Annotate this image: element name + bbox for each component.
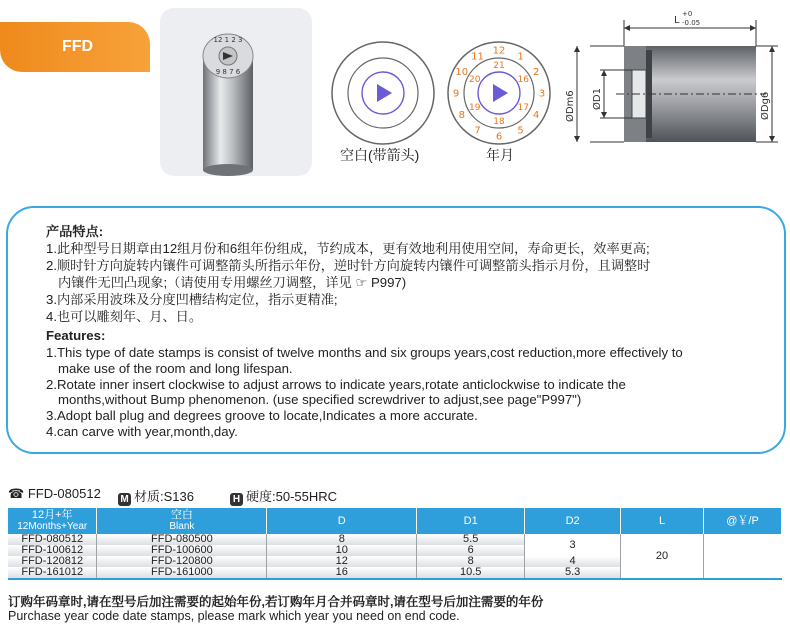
month-number-7: 7 bbox=[474, 125, 481, 137]
year-number-16: 16 bbox=[517, 75, 529, 86]
cell-d2: 5.3 bbox=[525, 567, 621, 579]
year-number-21: 21 bbox=[493, 61, 505, 72]
header-12months-year-sub: 12Months+Year bbox=[17, 521, 88, 532]
cell-l: 20 bbox=[621, 534, 704, 579]
month-number-10: 10 bbox=[455, 67, 469, 78]
cell-d: 8 bbox=[267, 534, 417, 545]
stamp-photo-illustration bbox=[160, 8, 312, 176]
hardness-icon: H bbox=[230, 493, 243, 506]
features-en-line-4: 4.can carve with year,month,day. bbox=[46, 424, 238, 439]
order-code bbox=[8, 486, 101, 502]
features-en-line-3: 3.Adopt ball plug and degrees groove to locate,Indicates a more accurate. bbox=[46, 408, 478, 423]
product-tag bbox=[0, 22, 150, 72]
d1-dimension-label: ØD1 bbox=[592, 88, 603, 110]
header-blank-main: 空白 bbox=[170, 509, 193, 521]
hardness-spec bbox=[230, 486, 337, 506]
features-en-line-1: 1.This type of date stamps is consist of twelve months and six groups years,cost reduction,more effectively to bbox=[46, 345, 683, 360]
header-blank-sub: Blank bbox=[169, 521, 195, 532]
features-en-heading: Features: bbox=[46, 328, 106, 343]
material-icon: M bbox=[118, 493, 131, 506]
cell-blank: FFD-120800 bbox=[97, 556, 267, 567]
month-number-2: 2 bbox=[533, 67, 540, 78]
header-12months-year-main: 12月+年 bbox=[31, 509, 73, 521]
cell-d1: 10.5 bbox=[417, 567, 525, 579]
l-dimension-label: L bbox=[674, 15, 680, 26]
year-number-18: 18 bbox=[493, 117, 505, 128]
year-month-stamp-face bbox=[446, 40, 556, 150]
year-month-caption: 年月 bbox=[486, 147, 514, 163]
hardness-text: 硬度:50-55HRC bbox=[246, 489, 338, 504]
cell-blank: FFD-100600 bbox=[97, 545, 267, 556]
month-number-4: 4 bbox=[533, 110, 540, 121]
month-number-9: 9 bbox=[452, 88, 460, 100]
features-en-line-2: 2.Rotate inner insert clockwise to adjust arrows to indicate years,rotate anticlockwise to indicate the bbox=[46, 377, 626, 392]
header-d: D bbox=[267, 508, 417, 534]
technical-drawing bbox=[560, 4, 786, 154]
pointing-hand-icon: ☞ bbox=[351, 275, 371, 290]
svg-text:12 1 2 3: 12 1 2 3 bbox=[213, 36, 243, 44]
cell-d1: 5.5 bbox=[417, 534, 525, 545]
product-photo bbox=[160, 8, 312, 176]
features-en-line-1b: make use of the room and long lifespan. bbox=[58, 361, 293, 376]
table-row bbox=[8, 534, 782, 545]
material-text: 材质:S136 bbox=[134, 489, 194, 504]
features-cn-line-2b bbox=[58, 275, 406, 290]
blank-stamp-face bbox=[330, 40, 440, 150]
cell-model: FFD-120812 bbox=[8, 556, 97, 567]
svg-text:9 8 7 6: 9 8 7 6 bbox=[215, 68, 241, 76]
header-price: @￥/P bbox=[704, 508, 782, 534]
cell-d2: 4 bbox=[525, 556, 621, 567]
phone-icon: ☎ bbox=[8, 486, 25, 501]
month-number-1: 1 bbox=[517, 51, 524, 63]
note-cn: 订购年码章时,请在型号后加注需要的起始年份,若订购年月合并码章时,请在型号后加注需要的年份 bbox=[8, 595, 544, 609]
features-cn-line-2: 2.顺时针方向旋转内镶件可调整箭头所指示年份，逆时针方向旋转内镶件可调整箭头指示月份，且调整时 bbox=[46, 258, 651, 273]
cell-d: 16 bbox=[267, 567, 417, 579]
cell-price bbox=[704, 534, 782, 579]
features-cn-line-4: 4.也可以雕刻年、月、日。 bbox=[46, 309, 203, 324]
l-tolerance-minus: -0.05 bbox=[682, 19, 701, 27]
features-cn-heading: 产品特点: bbox=[46, 224, 104, 239]
header-d1: D1 bbox=[417, 508, 525, 534]
header-l: L bbox=[621, 508, 704, 534]
month-number-11: 11 bbox=[471, 51, 484, 63]
dg-dimension-label: ØDg6 bbox=[760, 91, 771, 120]
l-tolerance-plus: +0 bbox=[682, 10, 693, 18]
month-number-5: 5 bbox=[517, 125, 524, 137]
order-code-text: FFD-080512 bbox=[27, 486, 101, 501]
cell-model: FFD-161012 bbox=[8, 567, 97, 579]
month-number-8: 8 bbox=[458, 110, 465, 121]
note-en: Purchase year code date stamps, please mark which year you need on end code. bbox=[8, 609, 460, 623]
material-spec bbox=[118, 486, 194, 506]
cell-model: FFD-100612 bbox=[8, 545, 97, 556]
features-cn-line-1: 1.此种型号日期章由12组月份和6组年份组成，节约成本，更有效地利用使用空间，寿命更长，效率更高; bbox=[46, 241, 650, 256]
features-cn-ref: P997) bbox=[370, 275, 407, 290]
year-number-19: 19 bbox=[469, 103, 481, 114]
blank-caption: 空白(带箭头) bbox=[340, 147, 420, 163]
cell-d2: 3 bbox=[525, 534, 621, 556]
year-number-17: 17 bbox=[517, 103, 529, 114]
cell-d1: 8 bbox=[417, 556, 525, 567]
features-cn-line-2b-text: 内镶件无凹凸现象;（请使用专用螺丝刀调整，详见 bbox=[58, 275, 352, 290]
cell-d1: 6 bbox=[417, 545, 525, 556]
header-blank bbox=[97, 508, 267, 534]
cell-blank: FFD-161000 bbox=[97, 567, 267, 579]
month-number-3: 3 bbox=[538, 88, 546, 100]
product-tag-label: FFD bbox=[62, 38, 94, 55]
year-number-20: 20 bbox=[469, 75, 481, 86]
month-number-6: 6 bbox=[495, 131, 503, 143]
cell-d: 12 bbox=[267, 556, 417, 567]
header-d2: D2 bbox=[525, 508, 621, 534]
cell-model: FFD-080512 bbox=[8, 534, 97, 545]
dm-dimension-label: ØDm6 bbox=[565, 90, 576, 122]
cell-d: 10 bbox=[267, 545, 417, 556]
features-cn-line-3: 3.内部采用波珠及分度凹槽结构定位，指示更精准; bbox=[46, 292, 338, 307]
cell-blank: FFD-080500 bbox=[97, 534, 267, 545]
header-12months-year bbox=[8, 508, 97, 534]
features-en-line-2b: months,without Bump phenomenon. (use specified screwdriver to adjust,see page"P997") bbox=[58, 392, 582, 407]
spec-table bbox=[8, 508, 782, 580]
month-number-12: 12 bbox=[492, 45, 506, 57]
